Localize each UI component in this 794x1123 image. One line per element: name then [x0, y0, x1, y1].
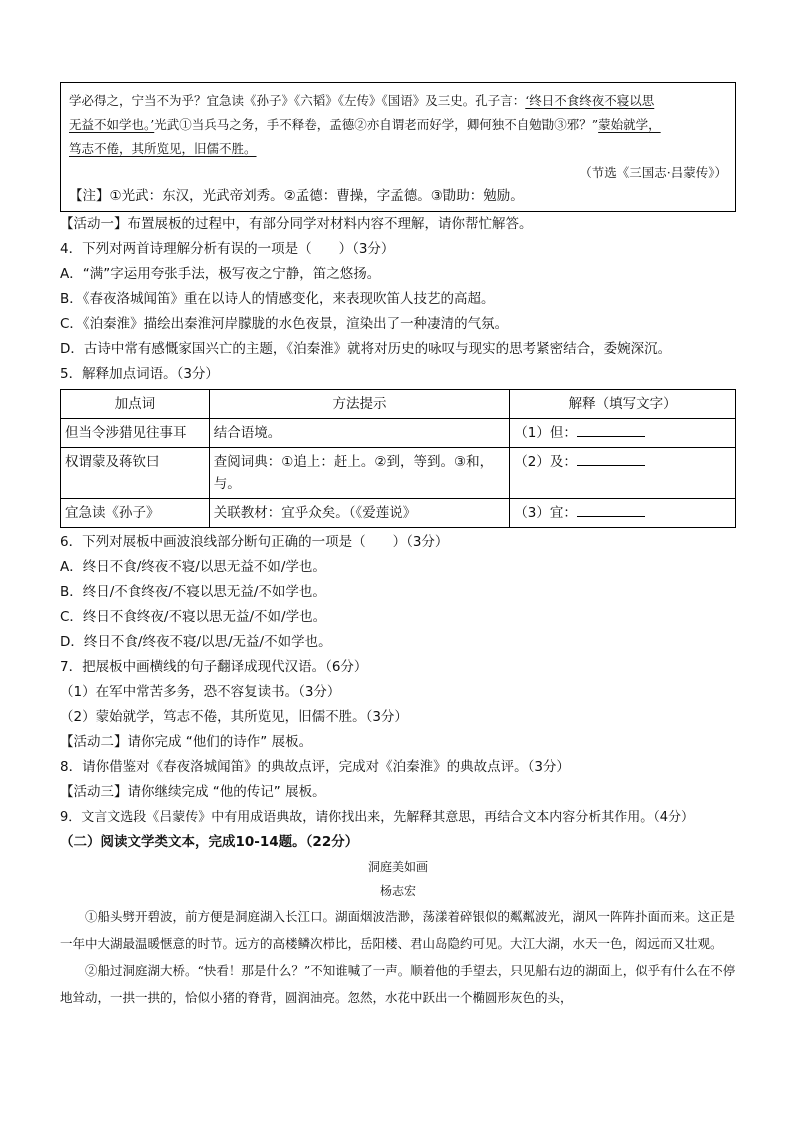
answer-label: （1）但： — [514, 425, 577, 441]
question-5-table — [60, 389, 736, 528]
question-6-option-c: C．终日不食终夜/不寝以思无益/不如/学也。 — [60, 609, 327, 625]
question-7-item-1: （1）在军中常苦多务，恐不容复读书。（3分） — [60, 684, 341, 700]
document-page — [60, 82, 736, 1011]
table-cell-word: 宜急读《孙子》 — [61, 499, 210, 528]
question-6-option-b: B．终日/不食终夜/不寝以思无益/不如学也。 — [60, 584, 326, 600]
underlined-text: 笃志不倦，其所览见，旧儒不胜。 — [69, 141, 257, 156]
article-title: 洞庭美如画 — [367, 860, 428, 874]
question-5-stem: 5．解释加点词语。（3分） — [60, 366, 219, 382]
table-cell-answer[interactable] — [510, 499, 736, 528]
answer-blank[interactable] — [577, 451, 645, 466]
activity-1: 【活动一】布置展板的过程中，有部分同学对材料内容不理解，请你帮忙解答。 — [60, 216, 533, 232]
question-6-stem: 6．下列对展板中画波浪线部分断句正确的一项是（ ）（3分） — [60, 534, 449, 550]
excerpt-source: （节选《三国志·吕蒙传》） — [579, 165, 727, 180]
question-7-item-2: （2）蒙始就学，笃志不倦，其所览见，旧儒不胜。（3分） — [60, 709, 408, 725]
table-cell-hint: 关联教材：宜乎众矣。（《爱莲说》 — [209, 499, 509, 528]
underlined-text: 蒙始就学， — [598, 117, 661, 132]
table-cell-word: 权谓蒙及蒋钦曰 — [61, 448, 210, 499]
section-2-heading: （二）阅读文学类文本，完成10-14题。（22分） — [60, 834, 359, 850]
table-cell-word: 但当令涉猎见往事耳 — [61, 419, 210, 448]
table-cell-hint: 结合语境。 — [209, 419, 509, 448]
table-cell-answer[interactable] — [510, 448, 736, 499]
excerpt-line-2 — [69, 113, 727, 137]
question-6-option-d: D．终日不食/终夜不寝/以思/无益/不如学也。 — [60, 634, 332, 650]
underlined-text: ‘终日不食终夜不寝以思 — [525, 93, 655, 108]
excerpt-line-1 — [69, 89, 727, 113]
question-6-option-a: A．终日不食/终夜不寝/以思无益不如/学也。 — [60, 559, 326, 575]
underlined-text: 无益不如学也。’ — [69, 117, 155, 132]
activity-3: 【活动三】请你继续完成 “他的传记” 展板。 — [60, 784, 326, 800]
table-row — [61, 448, 736, 499]
article-paragraph-1: ①船头劈开碧波，前方便是洞庭湖入长江口。湖面烟波浩渺，荡漾着碎银似的粼粼波光，湖风一阵阵扑面而来。这正是一年中大湖最温暖惬意的时节。远方的高楼鳞次栉比，岳阳楼、君山岛隐约可见。大江大湖，水天一色，闳远而又壮观。 — [60, 909, 736, 951]
article-paragraph-2: ②船过洞庭湖大桥。“快看！那是什么？”不知谁喊了一声。顺着他的手望去，只见船右边的湖面上，似乎有什么在不停地耸动，一拱一拱的，恰似小猪的脊背，圆润油亮。忽然，水花中跃出一个椭圆形灰色的头， — [60, 963, 736, 1005]
table-cell-answer[interactable] — [510, 419, 736, 448]
excerpt-box — [60, 82, 736, 212]
activity-2: 【活动二】请你完成 “他们的诗作” 展板。 — [60, 734, 313, 750]
question-4-option-b: B．《春夜洛城闻笛》重在以诗人的情感变化，来表现吹笛人技艺的高超。 — [60, 291, 495, 307]
question-4-option-a: A．“满”字运用夸张手法，极写夜之宁静，笛之悠扬。 — [60, 266, 381, 282]
question-4-stem: 4．下列对两首诗理解分析有误的一项是（ ）（3分） — [60, 241, 395, 257]
question-9: 9．文言文选段《吕蒙传》中有用成语典故，请你找出来，先解释其意思，再结合文本内容分析其作用。（4分） — [60, 810, 695, 825]
excerpt-text: 学必得之，宁当不为乎？宜急读《孙子》《六韬》《左传》《国语》及三史。孔子言： — [69, 93, 526, 108]
table-header: 加点词 — [61, 390, 210, 419]
answer-blank[interactable] — [577, 502, 645, 517]
table-header: 方法提示 — [209, 390, 509, 419]
table-row — [61, 419, 736, 448]
question-8: 8．请你借鉴对《春夜洛城闻笛》的典故点评，完成对《泊秦淮》的典故点评。（3分） — [60, 759, 570, 775]
table-header-row — [61, 390, 736, 419]
answer-label: （3）宜： — [514, 505, 577, 521]
excerpt-note: 【注】①光武：东汉，光武帝刘秀。②孟德：曹操，字孟德。③勖助：勉励。 — [69, 188, 524, 204]
table-header: 解释（填写文字） — [510, 390, 736, 419]
answer-label: （2）及： — [514, 454, 577, 470]
question-7-stem: 7．把展板中画横线的句子翻译成现代汉语。（6分） — [60, 659, 368, 675]
table-cell-hint: 查阅词典：①追上：赶上。②到，等到。③和，与。 — [209, 448, 509, 499]
excerpt-text: 光武①当兵马之务，手不释卷，孟德②亦自谓老而好学，卿何独不自勉勖③邪？” — [154, 117, 599, 132]
article-author: 杨志宏 — [379, 884, 416, 898]
question-4-option-d: D．古诗中常有感慨家国兴亡的主题，《泊秦淮》就将对历史的咏叹与现实的思考紧密结合，委婉深沉。 — [60, 341, 672, 357]
answer-blank[interactable] — [577, 422, 645, 437]
table-row — [61, 499, 736, 528]
excerpt-line-3 — [69, 137, 727, 161]
question-4-option-c: C．《泊秦淮》描绘出秦淮河岸朦胧的水色夜景，渲染出了一种凄清的气氛。 — [60, 316, 509, 332]
